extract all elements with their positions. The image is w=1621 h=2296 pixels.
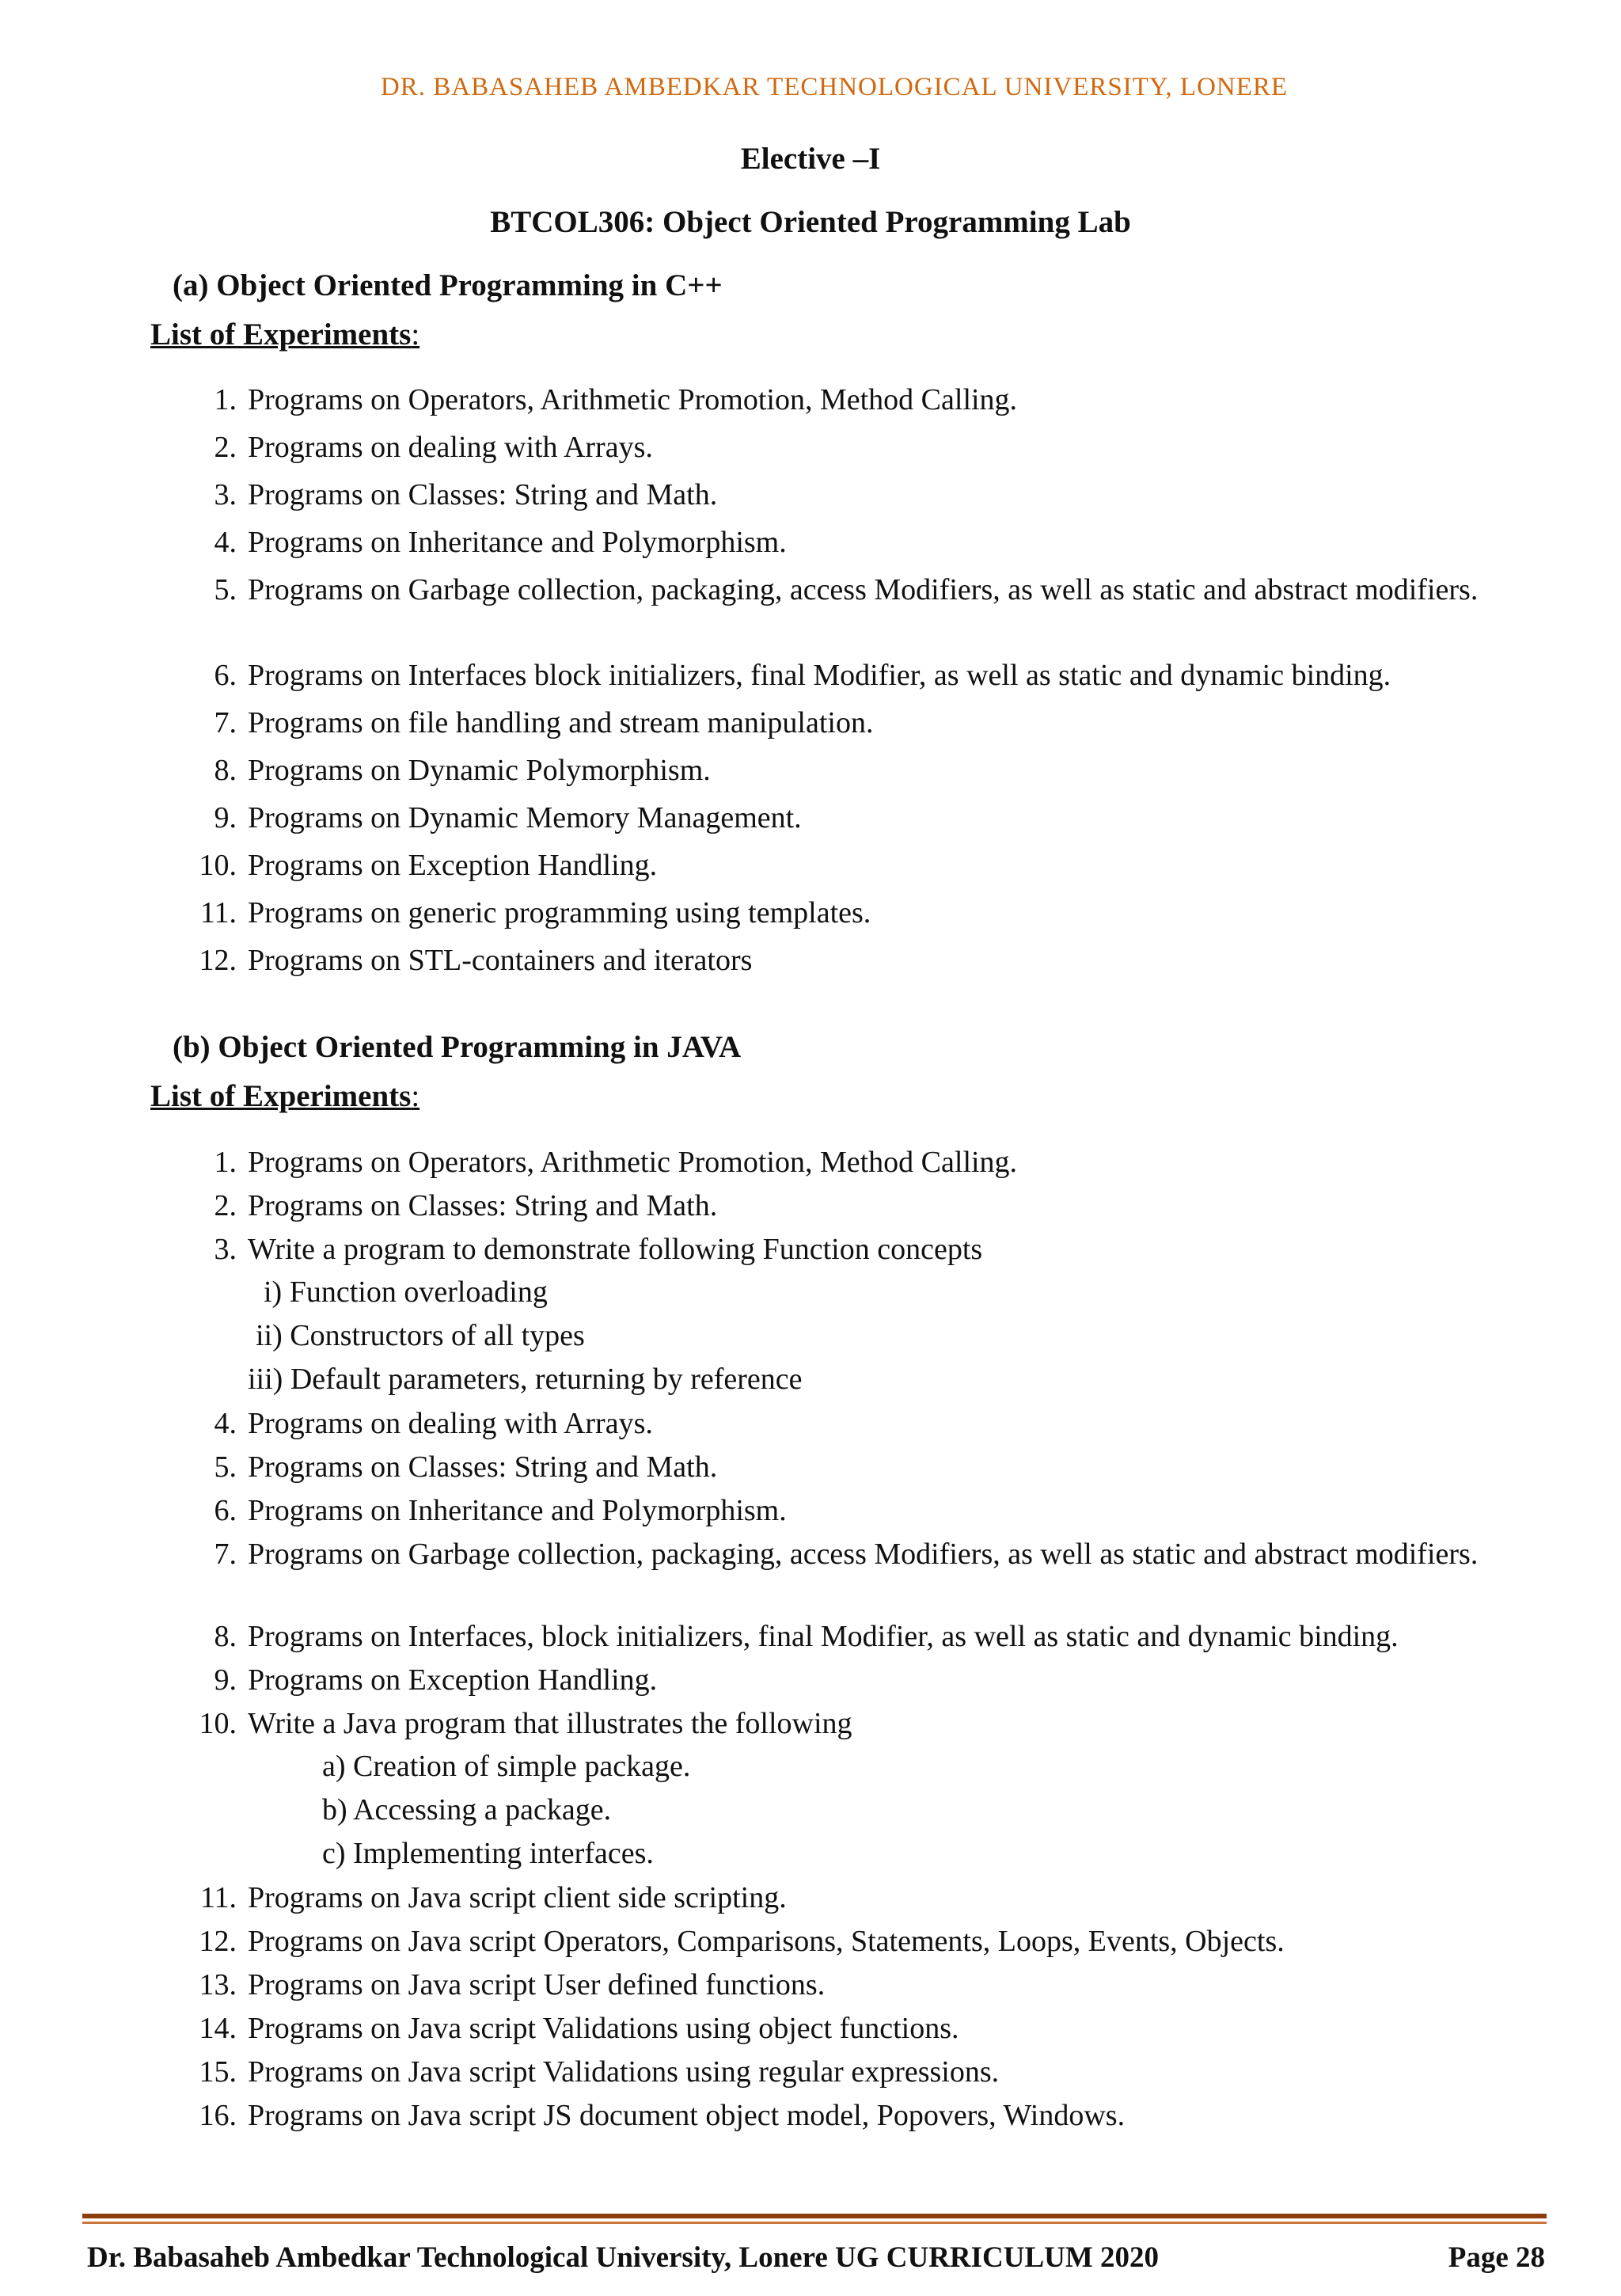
item-text: Programs on Java script JS document object model, Popovers, Windows. xyxy=(248,2099,1126,2132)
item-number: 8. xyxy=(214,754,237,787)
sub-item: iii) Default parameters, returning by reference xyxy=(248,1363,803,1396)
item-number: 10. xyxy=(199,849,237,882)
item-text: Programs on Exception Handling. xyxy=(248,1663,658,1697)
item-number: 11. xyxy=(199,896,237,929)
item-number: 1. xyxy=(214,1146,237,1179)
course-title: BTCOL306: Object Oriented Programming Lab xyxy=(490,205,1131,239)
item-number: 16. xyxy=(199,2099,237,2132)
item-text: Programs on Java script Operators, Comparisons, Statements, Loops, Events, Objects. xyxy=(248,1925,1285,1958)
item-number: 3. xyxy=(214,1233,237,1266)
elective-title: Elective –I xyxy=(740,142,881,176)
item-text: Programs on Exception Handling. xyxy=(248,849,658,882)
section-a-title: (a) Object Oriented Programming in C++ xyxy=(173,268,723,302)
item-number: 8. xyxy=(214,1620,237,1653)
section-b-title: (b) Object Oriented Programming in JAVA xyxy=(173,1030,742,1064)
item-text: Programs on Java script Validations using regular expressions. xyxy=(248,2055,1000,2089)
item-text: Programs on Classes: String and Math. xyxy=(248,1189,718,1222)
item-text: Programs on Classes: String and Math. xyxy=(248,1450,718,1484)
item-text: Programs on Java script User defined functions. xyxy=(248,1968,826,2001)
item-text: Write a Java program that illustrates the following xyxy=(248,1707,852,1740)
item-text: Programs on Inheritance and Polymorphism. xyxy=(248,526,787,559)
sub-item: i) Function overloading xyxy=(264,1275,548,1309)
item-number: 5. xyxy=(214,1450,237,1484)
item-number: 5. xyxy=(214,573,237,606)
item-number: 6. xyxy=(214,659,237,692)
footer-divider-thin xyxy=(82,2222,1547,2224)
item-number: 15. xyxy=(199,2055,237,2089)
list-heading-colon: : xyxy=(411,1079,420,1113)
footer-university: Dr. Babasaheb Ambedkar Technological University, Lonere UG CURRICULUM 2020 xyxy=(87,2241,1160,2274)
item-number: 3. xyxy=(214,478,237,511)
footer-divider xyxy=(82,2214,1547,2218)
item-text: Programs on Inheritance and Polymorphism. xyxy=(248,1494,787,1527)
list-heading-text: List of Experiments xyxy=(150,1079,412,1113)
item-text: Programs on Dynamic Polymorphism. xyxy=(248,754,711,787)
item-text: Programs on STL-containers and iterators xyxy=(248,944,753,977)
sub-item: a) Creation of simple package. xyxy=(322,1750,691,1783)
item-text: Programs on Operators, Arithmetic Promotion, Method Calling. xyxy=(248,383,1018,416)
sub-item: c) Implementing interfaces. xyxy=(322,1837,654,1870)
sub-item: b) Accessing a package. xyxy=(322,1793,612,1827)
item-text: Programs on dealing with Arrays. xyxy=(248,431,653,464)
item-number: 4. xyxy=(214,526,237,559)
item-text: Programs on Operators, Arithmetic Promotion, Method Calling. xyxy=(248,1146,1018,1179)
item-number: 12. xyxy=(199,1925,237,1958)
item-number: 2. xyxy=(214,431,237,464)
item-text: Write a program to demonstrate following Function concepts xyxy=(248,1233,983,1266)
item-text: Programs on Interfaces block initializers, final Modifier, as well as static and dynamic binding. xyxy=(248,659,1391,692)
item-number: 10. xyxy=(199,1707,237,1740)
sub-item: ii) Constructors of all types xyxy=(256,1319,585,1352)
item-number: 11. xyxy=(199,1881,237,1914)
page-number: Page 28 xyxy=(1448,2241,1545,2274)
section-a-list-heading xyxy=(150,317,419,352)
list-heading-text: List of Experiments xyxy=(150,317,412,352)
university-header: DR. BABASAHEB AMBEDKAR TECHNOLOGICAL UNIVERSITY, LONERE xyxy=(380,73,1289,101)
item-text: Programs on Interfaces, block initializers, final Modifier, as well as static and dynamic binding. xyxy=(248,1620,1399,1653)
item-text: Programs on Java script Validations using object functions. xyxy=(248,2012,959,2045)
item-number: 14. xyxy=(199,2012,237,2045)
item-text: Programs on file handling and stream manipulation. xyxy=(248,706,874,739)
item-number: 1. xyxy=(214,383,237,416)
item-number: 7. xyxy=(214,1538,237,1571)
item-number: 2. xyxy=(214,1189,237,1222)
list-heading-colon: : xyxy=(411,317,420,352)
item-number: 6. xyxy=(214,1494,237,1527)
item-number: 13. xyxy=(199,1968,237,2001)
item-text: Programs on Garbage collection, packaging, access Modifiers, as well as static and abstract modifiers. xyxy=(248,1538,1479,1571)
item-number: 4. xyxy=(214,1407,237,1440)
item-number: 7. xyxy=(214,706,237,739)
section-b-list-heading xyxy=(150,1078,419,1114)
item-text: Programs on Dynamic Memory Management. xyxy=(248,801,802,834)
item-number: 9. xyxy=(214,1663,237,1697)
item-text: Programs on Garbage collection, packaging, access Modifiers, as well as static and abstract modifiers. xyxy=(248,573,1479,606)
item-text: Programs on generic programming using templates. xyxy=(248,896,871,929)
item-number: 12. xyxy=(199,944,237,977)
item-text: Programs on Classes: String and Math. xyxy=(248,478,718,511)
item-text: Programs on dealing with Arrays. xyxy=(248,1407,653,1440)
item-number: 9. xyxy=(214,801,237,834)
item-text: Programs on Java script client side scripting. xyxy=(248,1881,787,1914)
